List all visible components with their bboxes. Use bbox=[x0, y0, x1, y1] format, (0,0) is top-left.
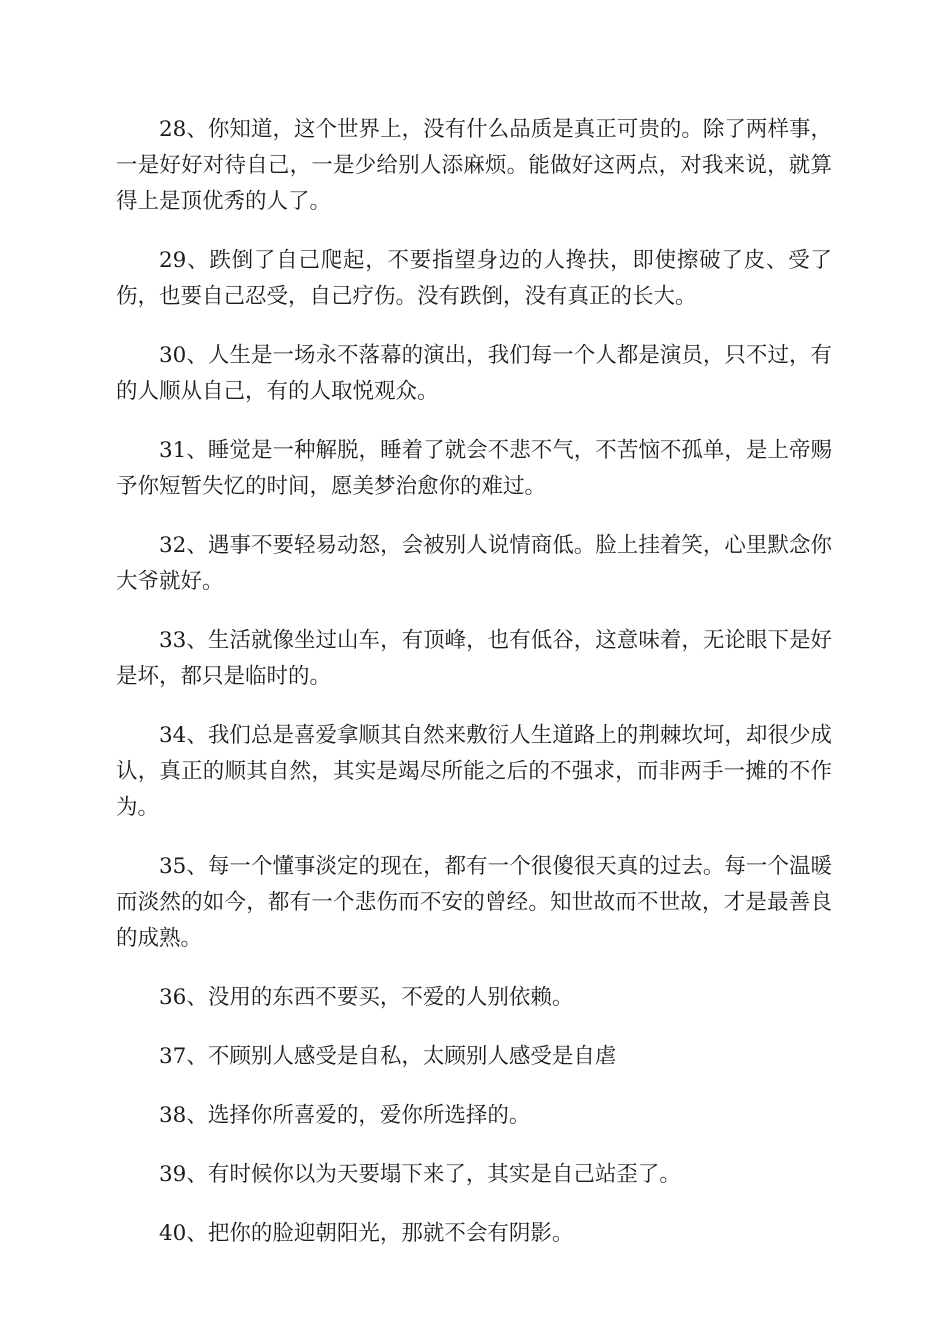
paragraph-37: 37、不顾别人感受是自私，太顾别人感受是自虐 bbox=[159, 1044, 617, 1069]
paragraph-39: 39、有时候你以为天要塌下来了，其实是自己站歪了。 bbox=[159, 1162, 681, 1187]
document-body bbox=[116, 112, 832, 1275]
paragraph-40: 40、把你的脸迎朝阳光，那就不会有阴影。 bbox=[159, 1221, 574, 1246]
paragraph-30: 30、人生是一场永不落幕的演出，我们每一个人都是演员，只不过，有的人顺从自己，有的人取悦观众。 bbox=[116, 343, 832, 404]
paragraph-36: 36、没用的东西不要买，不爱的人别依赖。 bbox=[159, 985, 574, 1010]
paragraph-34: 34、我们总是喜爱拿顺其自然来敷衍人生道路上的荆棘坎坷，却很少成认，真正的顺其自然，其实是竭尽所能之后的不强求，而非两手一摊的不作为。 bbox=[116, 723, 832, 820]
paragraph-38: 38、选择你所喜爱的，爱你所选择的。 bbox=[159, 1103, 531, 1128]
paragraph-29: 29、跌倒了自己爬起，不要指望身边的人搀扶，即使擦破了皮、受了伤，也要自己忍受，自己疗伤。没有跌倒，没有真正的长大。 bbox=[116, 248, 832, 309]
paragraph-32: 32、遇事不要轻易动怒，会被别人说情商低。脸上挂着笑，心里默念你大爷就好。 bbox=[116, 533, 832, 594]
paragraph-28: 28、你知道，这个世界上，没有什么品质是真正可贵的。除了两样事，一是好好对待自己，一是少给别人添麻烦。能做好这两点，对我来说，就算得上是顶优秀的人了。 bbox=[116, 117, 832, 214]
paragraph-35: 35、每一个懂事淡定的现在，都有一个很傻很天真的过去。每一个温暖而淡然的如今，都有一个悲伤而不安的曾经。知世故而不世故，才是最善良的成熟。 bbox=[116, 854, 832, 951]
paragraph-31: 31、睡觉是一种解脱，睡着了就会不悲不气，不苦恼不孤单，是上帝赐予你短暂失忆的时间，愿美梦治愈你的难过。 bbox=[116, 438, 832, 499]
paragraph-33: 33、生活就像坐过山车，有顶峰，也有低谷，这意味着，无论眼下是好是坏，都只是临时的。 bbox=[116, 628, 832, 689]
